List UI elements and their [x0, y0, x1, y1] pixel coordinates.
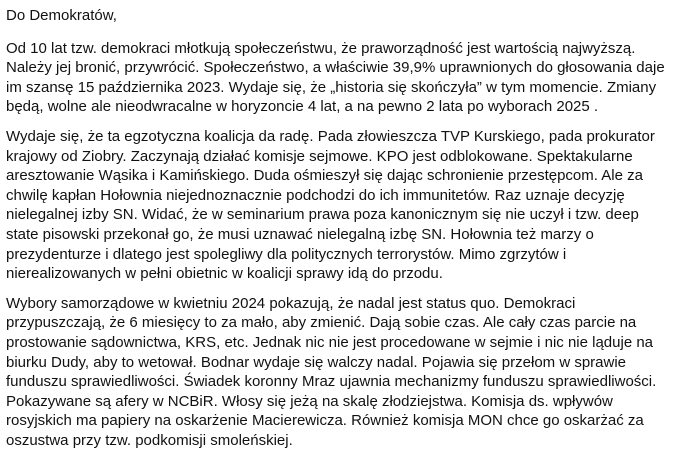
document-body — [6, 6, 674, 450]
paragraph-2: Wydaje się, że ta egzotyczna koalicja da radę. Pada złowieszcza TVP Kurskiego, pada prokurator krajowy od Ziobry. Zaczynają działać komisje sejmowe. KPO jest odblokowane. Spektakularne aresztowanie Wąsika i Kamińskiego. Duda ośmieszył się dając schronienie przestępcom. Ale za chwilę kapłan Hołownia niejednoznacznie podchodzi do ich immunitetów. Raz uznaje decyzję nielegalnej izby SN. Widać, że w seminarium prawa poza kanonicznym się nie uczył i tzw. deep state pisowski przekonał go, że musi uznawać nielegalną izbę SN. Hołownia też marzy o prezydenturze i dlatego jest spolegliwy dla politycznych terrorystów. Mimo zgrzytów i nierealizowanych w pełni obietnic w koalicji sprawy idą do przodu. — [6, 127, 655, 283]
salutation: Do Demokratów, — [6, 7, 117, 24]
paragraph-3: Wybory samorządowe w kwietniu 2024 pokazują, że nadal jest status quo. Demokraci przypuszczają, że 6 miesięcy to za mało, aby zmienić. Dają sobie czas. Ale cały czas parcie na prostowanie sądownictwa, KRS, etc. Jednak nic nie jest procedowane w sejmie i nic nie ląduje na biurku Dudy, aby to wetował. Bodnar wydaje się walczy nadal. Pojawia się przełom w sprawie funduszu sprawiedliwości. Świadek koronny Mraz ujawnia mechanizmy funduszu sprawiedliwości. Pokazywane są afery w NCBiR. Włosy się jeżą na skalę złodziejstwa. Komisja ds. wpływów rosyjskich ma papiery na oskarżenie Macierewicza. Również komisja MON chce go oskarżać za oszustwa przy tzw. podkomisji smoleńskiej. — [6, 294, 657, 449]
paragraph-1: Od 10 lat tzw. demokraci młotkują społeczeństwu, że praworządność jest wartością najwyższą. Należy jej bronić, przywrócić. Społeczeństwo, a właściwie 39,9% uprawnionych do głosowania daje im szansę 15 października 2023. Wydaje się, że „historia się skończyła” w tym momencie. Zmiany będą, wolne ale nieodwracalne w horyzoncie 4 lat, a na pewno 2 lata po wyborach 2025 . — [6, 39, 665, 116]
